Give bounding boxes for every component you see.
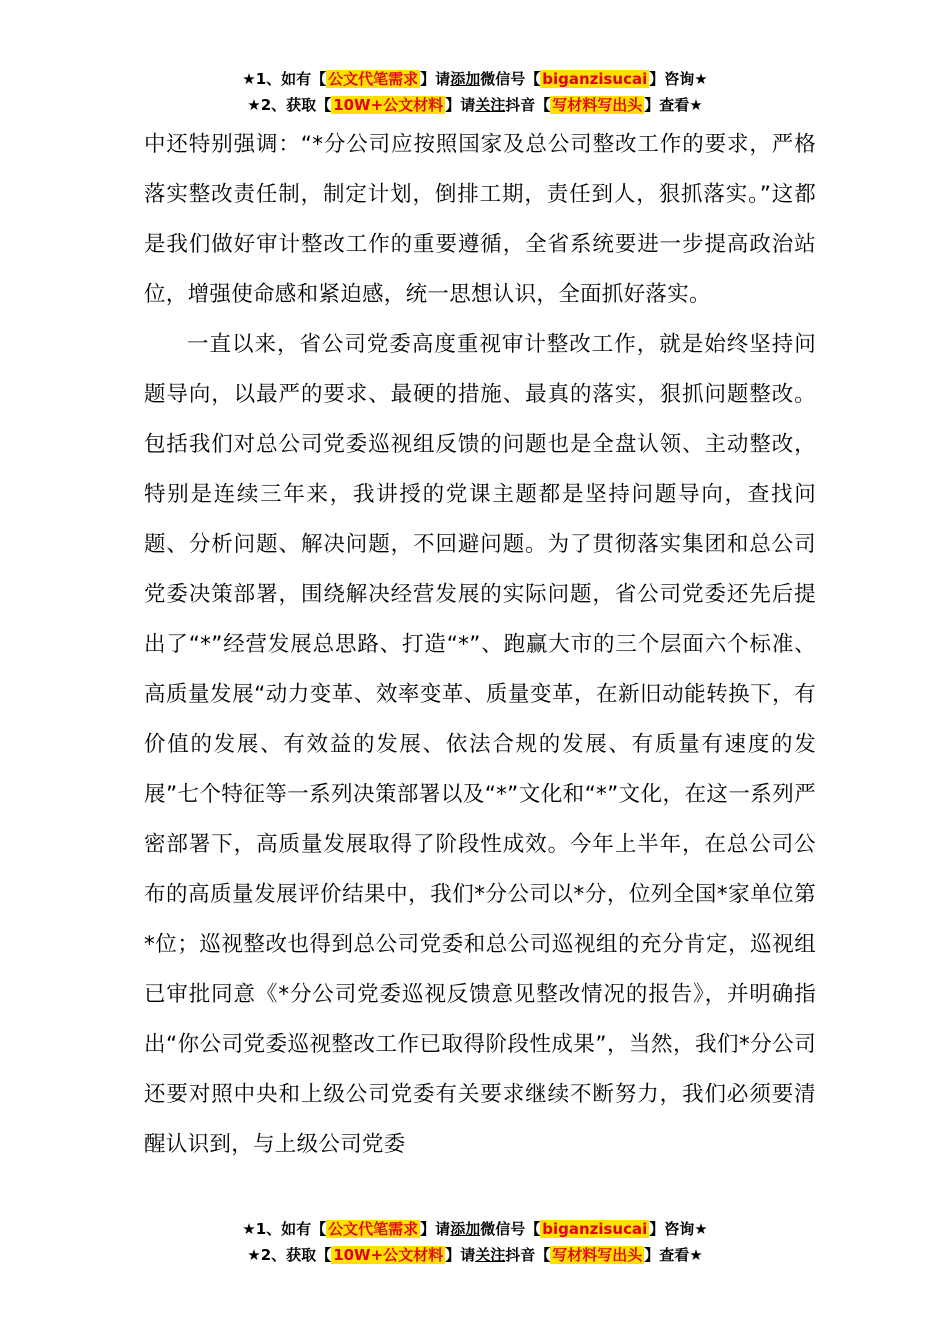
ad-line-1 bbox=[0, 1216, 950, 1242]
ad-highlight: 10W+公文材料 bbox=[333, 96, 444, 114]
ad-text: 抖音【 bbox=[505, 96, 551, 114]
body-paragraph: 一直以来，省公司党委高度重视审计整改工作，就是始终坚持问题导向，以最严的要求、最硬的措施、最真的落实，狠抓问题整改。包括我们对总公司党委巡视组反馈的问题也是全盘认领、主动整改，特别是连续三年来，我讲授的党课主题都是坚持问题导向，查找问题、分析问题、解决问题，不回避问题。为了贯彻落实集团和总公司党委决策部署，围绕解决经营发展的实际问题，省公司党委还先后提出了“*”经营发展总思路、打造“*”、跑赢大市的三个层面六个标准、高质量发展“动力变革、效率变革、质量变革，在新旧动能转换下，有价值的发展、有效益的发展、依法合规的发展、有质量有速度的发展”七个特征等一系列决策部署以及“*”文化和“*”文化，在这一系列严密部署下，高质量发展取得了阶段性成效。今年上半年，在总公司公布的高质量发展评价结果中，我们*分公司以*分，位列全国*家单位第*位；巡视整改也得到总公司党委和总公司巡视组的充分肯定，巡视组已审批同意《*分公司党委巡视反馈意见整改情况的报告》，并明确指出“你公司党委巡视整改工作已取得阶段性成果”，当然，我们*分公司还要对照中央和上级公司党委有关要求继续不断努力，我们必须要清醒认识到，与上级公司党委 bbox=[144, 332, 816, 1157]
ad-text: 】咨询★ bbox=[649, 1220, 708, 1238]
ad-text: ★1、如有【 bbox=[242, 1220, 327, 1238]
ad-highlight: 公文代笔需求 bbox=[328, 70, 419, 88]
ad-text: ★2、获取【 bbox=[247, 1246, 332, 1264]
ad-highlight-wechat-id: biganzisucai bbox=[542, 70, 648, 88]
ad-text: 】请 bbox=[420, 70, 451, 88]
document-body bbox=[144, 120, 816, 1170]
footer-ad-banner bbox=[0, 1216, 950, 1268]
ad-text: 】请 bbox=[445, 1246, 476, 1264]
ad-underlined-text: 关注 bbox=[475, 96, 506, 114]
ad-text: 】请 bbox=[420, 1220, 451, 1238]
ad-text: 】查看★ bbox=[644, 1246, 703, 1264]
ad-text: 】咨询★ bbox=[649, 70, 708, 88]
ad-highlight-douyin-name: 写材料写出头 bbox=[552, 96, 643, 114]
ad-text: 微信号【 bbox=[480, 70, 541, 88]
ad-text: 】请 bbox=[445, 96, 476, 114]
ad-highlight-wechat-id: biganzisucai bbox=[542, 1220, 648, 1238]
ad-highlight: 公文代笔需求 bbox=[328, 1220, 419, 1238]
body-paragraph: 中还特别强调：“*分公司应按照国家及总公司整改工作的要求，严格落实整改责任制，制定计划，倒排工期，责任到人，狠抓落实。”这都是我们做好审计整改工作的重要遵循，全省系统要进一步提高政治站位，增强使命感和紧迫感，统一思想认识，全面抓好落实。 bbox=[144, 132, 816, 307]
ad-text: 微信号【 bbox=[480, 1220, 541, 1238]
ad-highlight-douyin-name: 写材料写出头 bbox=[552, 1246, 643, 1264]
ad-text: ★1、如有【 bbox=[242, 70, 327, 88]
ad-underlined-text: 添加 bbox=[450, 1220, 481, 1238]
ad-text: 抖音【 bbox=[505, 1246, 551, 1264]
ad-line-2 bbox=[0, 92, 950, 118]
ad-line-1 bbox=[0, 66, 950, 92]
ad-text: 】查看★ bbox=[644, 96, 703, 114]
ad-underlined-text: 添加 bbox=[450, 70, 481, 88]
ad-text: ★2、获取【 bbox=[247, 96, 332, 114]
ad-highlight: 10W+公文材料 bbox=[333, 1246, 444, 1264]
ad-line-2 bbox=[0, 1242, 950, 1268]
header-ad-banner bbox=[0, 66, 950, 118]
ad-underlined-text: 关注 bbox=[475, 1246, 506, 1264]
